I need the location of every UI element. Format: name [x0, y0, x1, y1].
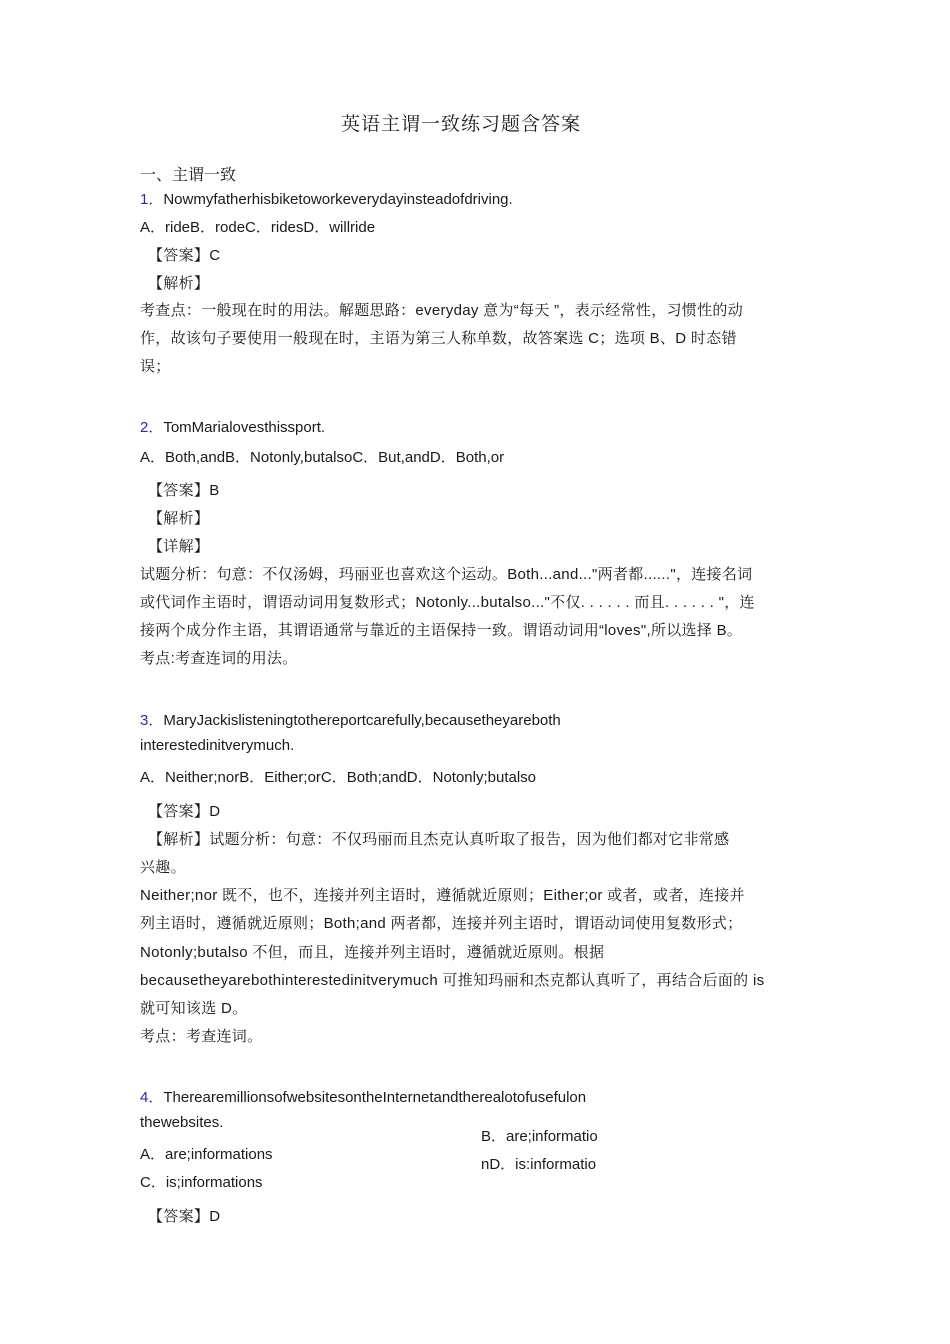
- question-2-options: A．Both,andB．Notonly,butalsoC．But,andD．Both,or: [140, 449, 505, 466]
- page-title: 英语主谓一致练习题含答案: [341, 113, 582, 135]
- question-3-text: MaryJackislisteningtothereportcarefully,becausetheyareboth: [163, 712, 561, 729]
- question-2-explanation-line: 或代词作主语时，谓语动词用复数形式；Notonly...butalso..."不仅. . . . . . 而且. . . . . . "，连: [140, 594, 755, 611]
- question-2-stem: [140, 416, 325, 437]
- question-4-answer: 【答案】D: [148, 1208, 221, 1225]
- question-3-explanation-line: 就可知该选 D。: [140, 1000, 248, 1017]
- question-4-option-a: A．are;informations: [140, 1146, 273, 1163]
- question-1-stem: [140, 188, 513, 209]
- question-3-answer: 【答案】D: [148, 803, 221, 820]
- question-3-explanation-line: becausetheyarebothinterestedinitverymuch 可推知玛丽和杰克都认真听了，再结合后面的 is: [140, 972, 765, 989]
- question-2-detail-label: 【详解】: [148, 538, 210, 555]
- question-2-explanation-line: 考点:考查连词的用法。: [140, 650, 298, 667]
- question-2-explanation-line: 试题分析：句意：不仅汤姆，玛丽亚也喜欢这个运动。Both...and..."两者都......"，连接名词: [140, 566, 753, 583]
- question-3-explanation-line: 列主语时，遵循就近原则；Both;and 两者都，连接并列主语时，谓语动词使用复数形式；: [140, 915, 743, 932]
- question-1-explanation-line: 考查点：一般现在时的用法。解题思路：everyday 意为“每天 ”，表示经常性，习惯性的动: [140, 302, 743, 319]
- question-4-number: 4．: [140, 1089, 164, 1106]
- question-2-number: 2．: [140, 419, 164, 436]
- question-3-explanation-line: 【解析】试题分析：句意：不仅玛丽而且杰克认真听取了报告，因为他们都对它非常感: [148, 831, 730, 848]
- question-1-number: 1．: [140, 191, 164, 208]
- question-3-explanation-line: 兴趣。: [140, 859, 186, 876]
- question-2-text: TomMarialovesthissport.: [163, 419, 326, 436]
- question-2-explanation-line: 接两个成分作主语，其谓语通常与靠近的主语保持一致。谓语动词用“loves",所以选择 B。: [140, 622, 743, 639]
- question-4-text: TherearemillionsofwebsitesontheInternetandtherealotofusefulon: [163, 1089, 587, 1106]
- question-4-stem: [140, 1086, 586, 1107]
- question-3-stem: [140, 709, 561, 730]
- question-1-options: A．rideB．rodeC．ridesD．willride: [140, 219, 376, 236]
- question-3-stem-continued: interestedinitverymuch.: [140, 737, 295, 754]
- question-1-text: Nowmyfatherhisbiketoworkeverydayinsteadofdriving.: [163, 191, 513, 208]
- question-1-answer: 【答案】C: [148, 247, 221, 264]
- question-3-number: 3．: [140, 712, 164, 729]
- question-1-explanation-line: 作，故该句子要使用一般现在时，主语为第三人称单数，故答案选 C；选项 B、D 时态错: [140, 330, 737, 347]
- question-4-option-d: nD．is:informatio: [481, 1156, 597, 1173]
- question-4-option-c: C．is;informations: [140, 1174, 263, 1191]
- question-2-answer: 【答案】B: [148, 482, 220, 499]
- question-3-explanation-line: 考点：考查连词。: [140, 1028, 263, 1045]
- question-4-option-b: B．are;informatio: [481, 1128, 598, 1145]
- question-2-analysis-label: 【解析】: [148, 510, 210, 527]
- question-3-options: A．Neither;norB．Either;orC．Both;andD．Notonly;butalso: [140, 769, 537, 786]
- question-4-stem-continued: thewebsites.: [140, 1114, 224, 1131]
- section-heading: 一、主谓一致: [140, 165, 237, 184]
- question-1-explanation-line: 误；: [140, 358, 171, 375]
- question-3-explanation-line: Neither;nor 既不，也不，连接并列主语时，遵循就近原则；Either;or 或者，或者，连接并: [140, 887, 745, 904]
- question-1-analysis-label: 【解析】: [148, 275, 210, 292]
- question-3-explanation-line: Notonly;butalso 不但，而且，连接并列主语时，遵循就近原则。根据: [140, 944, 605, 961]
